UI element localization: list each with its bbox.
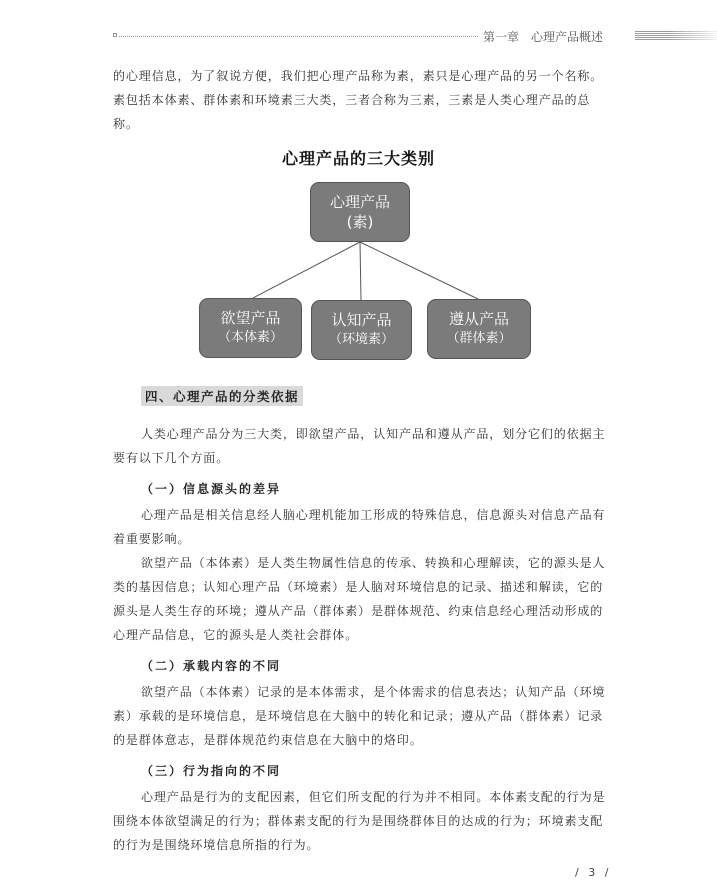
node-root-sub: (素): [346, 213, 374, 231]
connector-to-cognition: [360, 242, 361, 300]
subsection-heading-behavior: （三）行为指向的不同: [141, 764, 282, 778]
diagram-node-root: [310, 182, 410, 242]
paragraph-source-1: 心理产品是相关信息经人脑心理机能加工形成的特殊信息，信息源头对信息产品有着重要影响。: [113, 508, 606, 546]
paragraph-content: 欲望产品（本体素）记录的是本体需求，是个体需求的信息表达；认知产品（环境素）承载的是环境信息，是环境信息在大脑中的转化和记录；遵从产品（群体素）记录的是群体意志，是群体规范约束信息在大脑中的烙印。: [113, 685, 606, 747]
section-heading: 四、心理产品的分类依据: [141, 386, 303, 406]
page-number: / 3 /: [575, 866, 612, 879]
node-cognition-name: 认知产品: [331, 311, 392, 329]
node-compliance-sub: （群体素）: [446, 331, 512, 346]
paragraph-intro: 的心理信息，为了叙说方便，我们把心理产品称为素，素只是心理产品的另一个名称。素包括本体素、群体素和环境素三大类，三者合称为三素，三素是人类心理产品的总称。: [113, 69, 604, 131]
paragraph-behavior: 心理产品是行为的支配因素，但它们所支配的行为并不相同。本体素支配的行为是围绕本体欲望满足的行为；群体素支配的行为是围绕群体目的达成的行为；环境素支配的行为是围绕环境信息所指的行为。: [113, 790, 606, 852]
node-compliance-name: 遵从产品: [448, 310, 509, 328]
subsection-heading-content: （二）承载内容的不同: [141, 659, 282, 673]
subsection-heading-source: （一）信息源头的差异: [141, 482, 282, 496]
connector-to-desire: [253, 242, 360, 298]
header-chapter-title: 第一章 心理产品概述: [483, 30, 604, 44]
diagram-node-cognition: [311, 300, 412, 360]
node-cognition-sub: （环境素）: [328, 332, 394, 347]
paragraph-classification: 人类心理产品分为三大类，即欲望产品，认知产品和遵从产品，划分它们的依据主要有以下几个方面。: [113, 427, 606, 465]
node-root-name: 心理产品: [329, 193, 390, 211]
node-desire-name: 欲望产品: [220, 309, 281, 327]
node-desire-sub: （本体素）: [217, 330, 283, 345]
connector-to-compliance: [360, 242, 478, 299]
paragraph-source-2: 欲望产品（本体素）是人类生物属性信息的传承、转换和心理解读，它的源头是人类的基因信息；认知心理产品（环境素）是人脑对环境信息的记录、描述和解读，它的源头是人类生存的环境；遵从产品（群体素）是群体规范、约束信息经心理活动形成的心理产品信息，它的源头是人类社会群体。: [113, 556, 606, 642]
diagram-node-compliance: [427, 299, 531, 359]
diagram-title: 心理产品的三大类别: [281, 149, 435, 168]
diagram-node-desire: [199, 298, 302, 358]
